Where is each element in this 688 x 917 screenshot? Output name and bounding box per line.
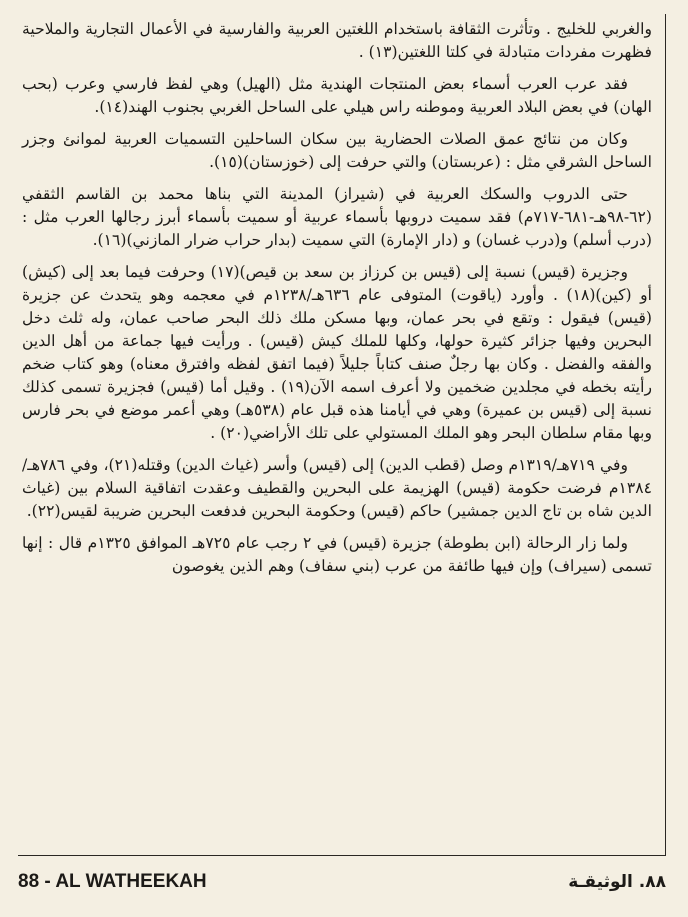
page-footer: [18, 868, 666, 896]
paragraph-6: وفي ٧١٩هـ/١٣١٩م وصل (قطب الدين) إلى (قيس) وأسر (غياث الدين) وقتله(٢١)، وفي ٧٨٦هـ/١٣٨٤م فرضت حكومة (قيس) الهزيمة على البحرين والقطيف وعقدت اتفاقية السلام بين (غياث الدين شاه بن تاج الدين جمشير) حاكم (قيس) وحكومة البحرين فدفعت البحرين ضريبة لقيس(٢٢).: [22, 456, 652, 520]
article-body: [22, 18, 652, 587]
paragraph-4: حتى الدروب والسكك العربية في (شيراز) المدينة التي بناها محمد بن القاسم الثقفي (٦٢-٩٨هـ-٦٨١-٧١٧م) فقد سميت دروبها بأسماء عربية أو سميت بأسماء أبرز رجالها العرب مثل : (درب أسلم) و(درب غسان) و (دار الإمارة) التي سميت (بدار حراب ضرار المازني)(١٦).: [22, 185, 652, 249]
paragraph-7: ولما زار الرحالة (ابن بطوطة) جزيرة (قيس) في ٢ رجب عام ٧٢٥هـ الموافق ١٣٢٥م قال : إنها تسمى (سيراف) وإن فيها طائفة من عرب (بني سفاف) وهم الذين يغوصون: [22, 534, 652, 575]
paragraph-1: والغربي للخليج . وتأثرت الثقافة باستخدام اللغتين العربية والفارسية في الأعمال التجارية والملاحية فظهرت مفردات متبادلة في كلتا اللغتين(١٣) .: [22, 20, 652, 61]
footer-journal-page-label: 88 - AL WATHEEKAH: [18, 871, 207, 892]
paragraph-3: وكان من نتائج عمق الصلات الحضارية بين سكان الساحلين التسميات العربية لموانئ وجزر الساحل الشرقي مثل : (عربستان) والتي حرفت إلى (خوزستان)(١٥).: [22, 130, 652, 171]
paragraph-5: وجزيرة (قيس) نسبة إلى (قيس بن كرزاز بن سعد بن قيص)(١٧) وحرفت فيما بعد إلى (كيش) أو (كين)(١٨) . وأورد (ياقوت) المتوفى عام ٦٣٦هـ/١٢٣٨م في معجمه وهو يتحدث عن جزيرة (قيس) فيقول : وتقع في بحر عمان، وبها مسكن ملك ذلك البحر صاحب عمان، وله ثلث دخل البحرين وفيها جزائر كثيرة حولها، وكلها للملك كيش (قيس) . ورأيت فيها جماعة من أهل الدين والفقه والفضل . وكان بها رجلٌ صنف كتاباً جليلاً (فيما اتفق لفظه وافترق معناه) وهو كتاب ضخم رأيته بخطه في مجلدين ضخمين ولا أعرف اسمه الآن(١٩) . وقيل أما (قيس) فجزيرة تسمى كذلك نسبة إلى (قيس بن عميرة) وهي في أيامنا هذه قبل عام (٥٣٨هـ) وهي أعمر موضع في بحر فارس وبها مقام سلطان البحر وهو الملك المستولي على تلك الأراضي(٢٠) .: [22, 263, 653, 442]
footer-arabic-page-label: ٨٨. الوثيقـة: [568, 872, 666, 892]
paragraph-2: فقد عرب العرب أسماء بعض المنتجات الهندية مثل (الهيل) وهي لفظ فارسي وعرب (بحب الهان) في بعض البلاد العربية وموطنه راس هيلي على الساحل الغربي بجنوب الهند(١٤).: [22, 75, 652, 116]
